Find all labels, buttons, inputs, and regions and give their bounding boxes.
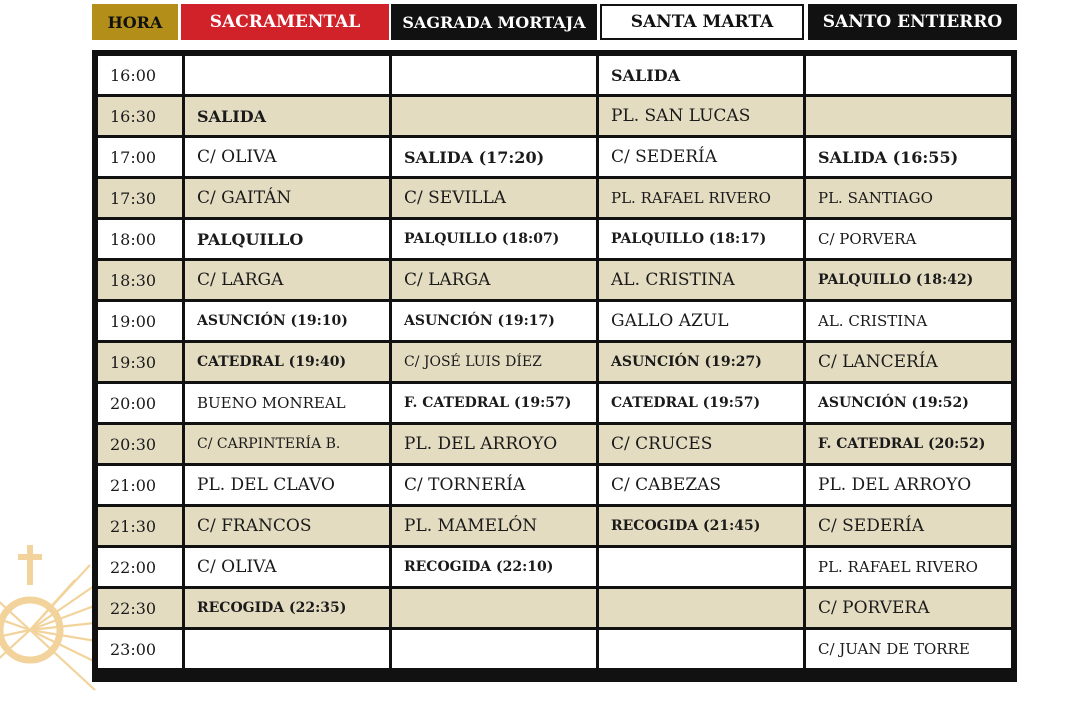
santa-marta-cell: C/ CABEZAS	[599, 466, 803, 504]
santo-entierro-cell: C/ SEDERÍA	[806, 507, 1011, 545]
table-row	[98, 548, 1011, 586]
header-hora: HORA	[92, 4, 178, 40]
sagrada-mortaja-cell	[392, 589, 596, 627]
sacramental-cell: C/ OLIVA	[185, 138, 389, 176]
schedule-table-frame	[92, 50, 1017, 682]
santa-marta-cell: PALQUILLO (18:17)	[599, 220, 803, 258]
table-row	[98, 179, 1011, 217]
sacramental-cell	[185, 630, 389, 668]
santo-entierro-cell	[806, 97, 1011, 135]
sacramental-cell: PALQUILLO	[185, 220, 389, 258]
time-cell: 23:00	[98, 630, 182, 668]
table-row	[98, 630, 1011, 668]
santa-marta-cell: AL. CRISTINA	[599, 261, 803, 299]
santa-marta-cell	[599, 548, 803, 586]
time-cell: 20:30	[98, 425, 182, 463]
table-row	[98, 425, 1011, 463]
santa-marta-cell: ASUNCIÓN (19:27)	[599, 343, 803, 381]
sagrada-mortaja-cell: C/ SEVILLA	[392, 179, 596, 217]
sagrada-mortaja-cell	[392, 630, 596, 668]
santo-entierro-cell: AL. CRISTINA	[806, 302, 1011, 340]
time-cell: 19:30	[98, 343, 182, 381]
sacramental-cell: ASUNCIÓN (19:10)	[185, 302, 389, 340]
time-cell: 19:00	[98, 302, 182, 340]
header-sagrada-mortaja: SAGRADA MORTAJA	[391, 4, 597, 40]
sagrada-mortaja-cell: PL. DEL ARROYO	[392, 425, 596, 463]
table-row	[98, 343, 1011, 381]
table-row	[98, 302, 1011, 340]
santo-entierro-cell: PL. RAFAEL RIVERO	[806, 548, 1011, 586]
santo-entierro-cell	[806, 56, 1011, 94]
table-row	[98, 220, 1011, 258]
sagrada-mortaja-cell: C/ JOSÉ LUIS DÍEZ	[392, 343, 596, 381]
sagrada-mortaja-cell: PALQUILLO (18:07)	[392, 220, 596, 258]
time-cell: 18:30	[98, 261, 182, 299]
santo-entierro-cell: PL. DEL ARROYO	[806, 466, 1011, 504]
santa-marta-cell	[599, 589, 803, 627]
santa-marta-cell: CATEDRAL (19:57)	[599, 384, 803, 422]
sagrada-mortaja-cell: SALIDA (17:20)	[392, 138, 596, 176]
sacramental-cell: C/ GAITÁN	[185, 179, 389, 217]
sagrada-mortaja-cell: RECOGIDA (22:10)	[392, 548, 596, 586]
schedule-table	[95, 53, 1014, 671]
santa-marta-cell: C/ CRUCES	[599, 425, 803, 463]
santo-entierro-cell: PALQUILLO (18:42)	[806, 261, 1011, 299]
santa-marta-cell: PL. SAN LUCAS	[599, 97, 803, 135]
sacramental-cell: PL. DEL CLAVO	[185, 466, 389, 504]
table-row	[98, 507, 1011, 545]
table-row	[98, 261, 1011, 299]
table-row	[98, 138, 1011, 176]
table-row	[98, 97, 1011, 135]
santo-entierro-cell: C/ JUAN DE TORRE	[806, 630, 1011, 668]
sacramental-cell: RECOGIDA (22:35)	[185, 589, 389, 627]
time-cell: 16:30	[98, 97, 182, 135]
time-cell: 22:00	[98, 548, 182, 586]
sacramental-cell: SALIDA	[185, 97, 389, 135]
time-cell: 21:30	[98, 507, 182, 545]
header-sacramental: SACRAMENTAL	[181, 4, 389, 40]
header-santo-entierro: SANTO ENTIERRO	[808, 4, 1017, 40]
santo-entierro-cell: SALIDA (16:55)	[806, 138, 1011, 176]
sacramental-cell: C/ CARPINTERÍA B.	[185, 425, 389, 463]
time-cell: 22:30	[98, 589, 182, 627]
santo-entierro-cell: ASUNCIÓN (19:52)	[806, 384, 1011, 422]
sacramental-cell: C/ OLIVA	[185, 548, 389, 586]
table-row	[98, 56, 1011, 94]
sagrada-mortaja-cell: ASUNCIÓN (19:17)	[392, 302, 596, 340]
time-cell: 20:00	[98, 384, 182, 422]
sagrada-mortaja-cell: C/ TORNERÍA	[392, 466, 596, 504]
sagrada-mortaja-cell: C/ LARGA	[392, 261, 596, 299]
table-row	[98, 384, 1011, 422]
sacramental-cell	[185, 56, 389, 94]
santo-entierro-cell: C/ PORVERA	[806, 589, 1011, 627]
santa-marta-cell: RECOGIDA (21:45)	[599, 507, 803, 545]
santa-marta-cell: SALIDA	[599, 56, 803, 94]
sagrada-mortaja-cell: F. CATEDRAL (19:57)	[392, 384, 596, 422]
header-santa-marta: SANTA MARTA	[600, 4, 804, 40]
santo-entierro-cell: F. CATEDRAL (20:52)	[806, 425, 1011, 463]
sacramental-cell: C/ LARGA	[185, 261, 389, 299]
sacramental-cell: BUENO MONREAL	[185, 384, 389, 422]
sacramental-cell: CATEDRAL (19:40)	[185, 343, 389, 381]
time-cell: 17:00	[98, 138, 182, 176]
santo-entierro-cell: C/ LANCERÍA	[806, 343, 1011, 381]
santa-marta-cell: PL. RAFAEL RIVERO	[599, 179, 803, 217]
sagrada-mortaja-cell	[392, 97, 596, 135]
time-cell: 21:00	[98, 466, 182, 504]
santa-marta-cell	[599, 630, 803, 668]
santo-entierro-cell: C/ PORVERA	[806, 220, 1011, 258]
sagrada-mortaja-cell	[392, 56, 596, 94]
time-cell: 16:00	[98, 56, 182, 94]
table-row	[98, 589, 1011, 627]
time-cell: 17:30	[98, 179, 182, 217]
santa-marta-cell: C/ SEDERÍA	[599, 138, 803, 176]
sacramental-cell: C/ FRANCOS	[185, 507, 389, 545]
santo-entierro-cell: PL. SANTIAGO	[806, 179, 1011, 217]
time-cell: 18:00	[98, 220, 182, 258]
table-row	[98, 466, 1011, 504]
sagrada-mortaja-cell: PL. MAMELÓN	[392, 507, 596, 545]
santa-marta-cell: GALLO AZUL	[599, 302, 803, 340]
